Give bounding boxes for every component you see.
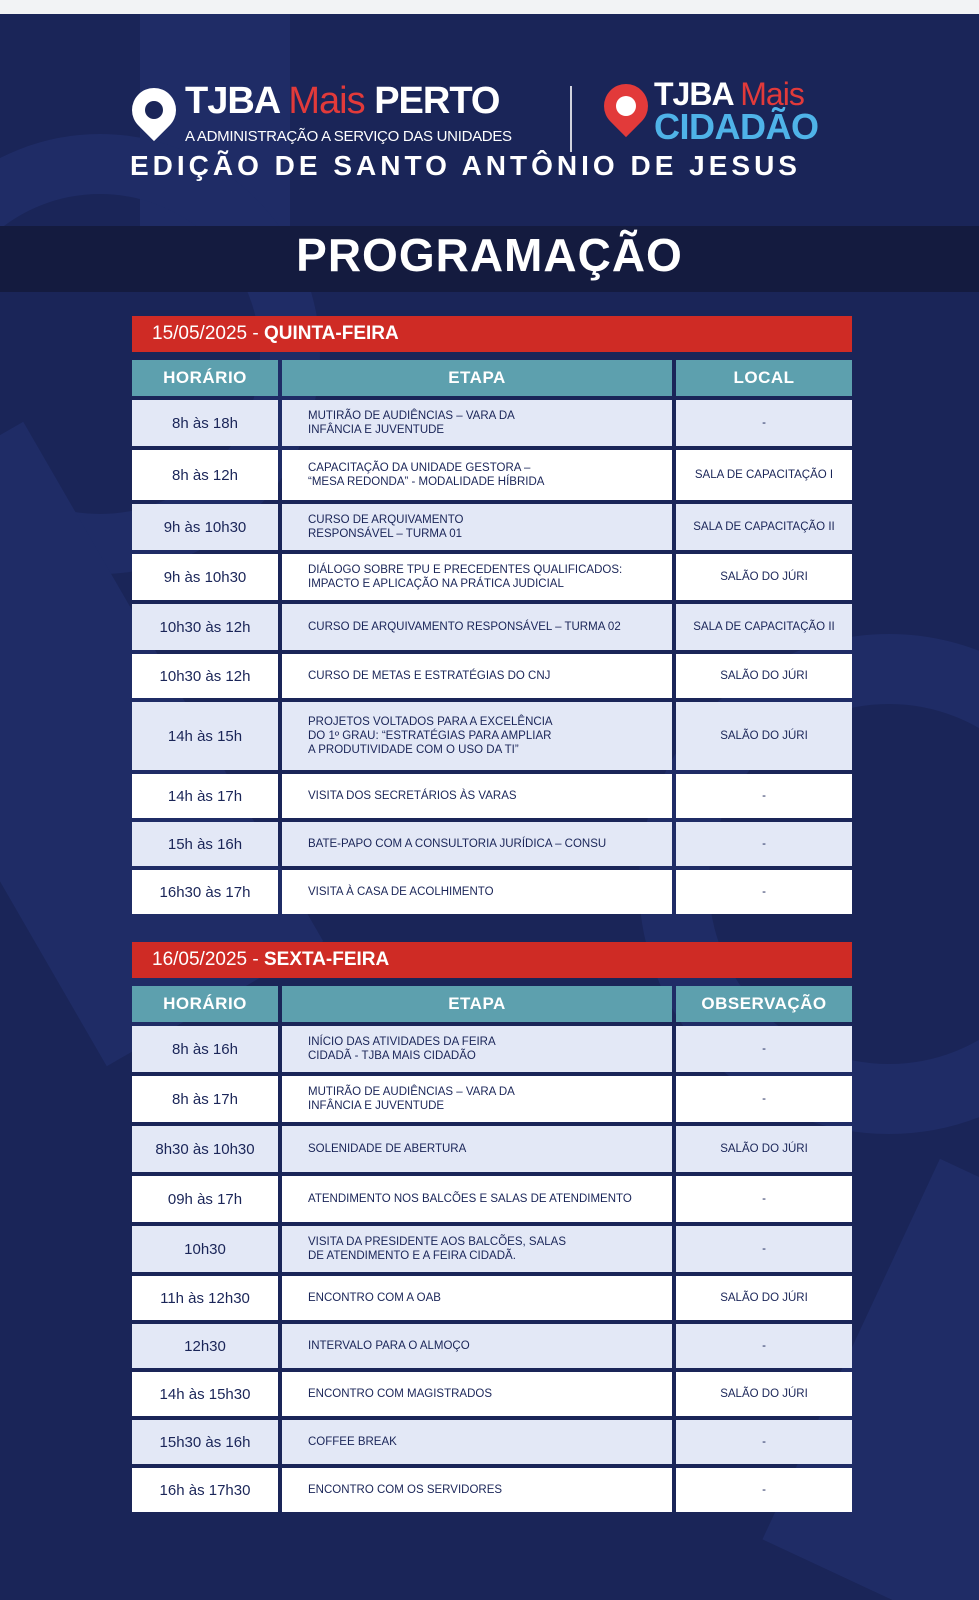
local-cell: -	[676, 1226, 852, 1272]
day2-section	[132, 942, 852, 1512]
etapa-text: VISITA DA PRESIDENTE AOS BALCÕES, SALAS DE ATENDIMENTO E A FEIRA CIDADÃ.	[308, 1236, 566, 1262]
etapa-cell	[282, 1420, 672, 1464]
etapa-cell	[282, 1176, 672, 1222]
etapa-cell	[282, 654, 672, 698]
column-header-etapa: ETAPA	[282, 986, 672, 1022]
etapa-cell	[282, 1026, 672, 1072]
day2-separator: -	[247, 949, 264, 970]
local-cell: -	[676, 1026, 852, 1072]
etapa-cell	[282, 400, 672, 446]
time-cell: 8h às 16h	[132, 1026, 278, 1072]
edition-title: EDIÇÃO DE SANTO ANTÔNIO DE JESUS	[130, 150, 801, 181]
brand2-mais: Mais	[740, 76, 804, 112]
etapa-text: INTERVALO PARA O ALMOÇO	[308, 1340, 470, 1352]
etapa-cell	[282, 870, 672, 914]
day2-table	[132, 986, 852, 1512]
etapa-text: SOLENIDADE DE ABERTURA	[308, 1143, 467, 1155]
local-cell: -	[676, 1076, 852, 1122]
etapa-cell	[282, 1324, 672, 1368]
time-cell: 8h às 17h	[132, 1076, 278, 1122]
etapa-text: CURSO DE ARQUIVAMENTO RESPONSÁVEL – TURMA 02	[308, 621, 621, 633]
etapa-cell	[282, 702, 672, 770]
local-cell: SALA DE CAPACITAÇÃO II	[676, 604, 852, 650]
day1-separator: -	[247, 323, 264, 344]
logo-divider	[570, 86, 572, 152]
time-cell: 09h às 17h	[132, 1176, 278, 1222]
time-cell: 14h às 15h	[132, 702, 278, 770]
top-status-strip	[0, 0, 979, 14]
column-header-horario: HORÁRIO	[132, 986, 278, 1022]
local-cell: -	[676, 822, 852, 866]
time-cell: 9h às 10h30	[132, 554, 278, 600]
local-cell: SALÃO DO JÚRI	[676, 702, 852, 770]
time-cell: 8h30 às 10h30	[132, 1126, 278, 1172]
etapa-cell	[282, 1468, 672, 1512]
time-cell: 16h30 às 17h	[132, 870, 278, 914]
time-cell: 14h às 17h	[132, 774, 278, 818]
local-cell: SALA DE CAPACITAÇÃO II	[676, 504, 852, 550]
local-cell: -	[676, 1176, 852, 1222]
local-cell: SALÃO DO JÚRI	[676, 1126, 852, 1172]
etapa-text: ATENDIMENTO NOS BALCÕES E SALAS DE ATENDIMENTO	[308, 1193, 632, 1205]
etapa-text: ENCONTRO COM MAGISTRADOS	[308, 1388, 493, 1400]
time-cell: 8h às 18h	[132, 400, 278, 446]
brand1-mais: Mais	[288, 80, 365, 122]
local-cell: -	[676, 400, 852, 446]
day2-header	[132, 942, 852, 978]
location-pin-icon	[123, 79, 185, 141]
etapa-text: ENCONTRO COM A OAB	[308, 1292, 441, 1304]
etapa-text: COFFEE BREAK	[308, 1436, 397, 1448]
local-cell: -	[676, 1324, 852, 1368]
time-cell: 15h30 às 16h	[132, 1420, 278, 1464]
etapa-cell	[282, 1226, 672, 1272]
local-cell: -	[676, 1468, 852, 1512]
time-cell: 10h30 às 12h	[132, 654, 278, 698]
etapa-text: CURSO DE ARQUIVAMENTO RESPONSÁVEL – TURMA 01	[308, 514, 464, 540]
local-cell: -	[676, 870, 852, 914]
etapa-cell	[282, 822, 672, 866]
etapa-text: PROJETOS VOLTADOS PARA A EXCELÊNCIA DO 1º GRAU: “ESTRATÉGIAS PARA AMPLIAR A PRODUTIVIDADE COM O USO DA TI”	[308, 716, 553, 756]
etapa-text: INÍCIO DAS ATIVIDADES DA FEIRA CIDADÃ - TJBA MAIS CIDADÃO	[308, 1036, 496, 1062]
etapa-cell	[282, 1126, 672, 1172]
time-cell: 16h às 17h30	[132, 1468, 278, 1512]
etapa-text: VISITA À CASA DE ACOLHIMENTO	[308, 886, 494, 898]
etapa-text: DIÁLOGO SOBRE TPU E PRECEDENTES QUALIFICADOS: IMPACTO E APLICAÇÃO NA PRÁTICA JUDICIAL	[308, 564, 623, 590]
etapa-cell	[282, 504, 672, 550]
brand2-rest: CIDADÃO	[654, 106, 819, 147]
etapa-cell	[282, 1076, 672, 1122]
day2-weekday: SEXTA-FEIRA	[263, 949, 390, 970]
day1-header	[132, 316, 852, 352]
column-header-horario: HORÁRIO	[132, 360, 278, 396]
local-cell: SALA DE CAPACITAÇÃO I	[676, 450, 852, 500]
tjba-mais-perto-logo	[185, 80, 499, 123]
etapa-text: MUTIRÃO DE AUDIÊNCIAS – VARA DA INFÂNCIA E JUVENTUDE	[308, 1086, 515, 1112]
etapa-cell	[282, 450, 672, 500]
page-title: PROGRAMAÇÃO	[296, 229, 683, 281]
column-header-observacao: OBSERVAÇÃO	[676, 986, 852, 1022]
day1-date: 15/05/2025	[152, 323, 248, 344]
brand2-name: TJBA	[654, 76, 733, 112]
etapa-text: MUTIRÃO DE AUDIÊNCIAS – VARA DA INFÂNCIA E JUVENTUDE	[308, 410, 515, 436]
local-cell: SALÃO DO JÚRI	[676, 1372, 852, 1416]
day1-weekday: QUINTA-FEIRA	[263, 323, 399, 344]
etapa-cell	[282, 774, 672, 818]
etapa-cell	[282, 554, 672, 600]
day1-section	[132, 316, 852, 914]
column-header-etapa: ETAPA	[282, 360, 672, 396]
etapa-text: CAPACITAÇÃO DA UNIDADE GESTORA – “MESA REDONDA” - MODALIDADE HÍBRIDA	[308, 462, 545, 488]
etapa-cell	[282, 1276, 672, 1320]
time-cell: 11h às 12h30	[132, 1276, 278, 1320]
time-cell: 12h30	[132, 1324, 278, 1368]
brand1-rest: PERTO	[374, 80, 500, 122]
local-cell: SALÃO DO JÚRI	[676, 554, 852, 600]
day2-date: 16/05/2025	[152, 949, 248, 970]
time-cell: 8h às 12h	[132, 450, 278, 500]
time-cell: 14h às 15h30	[132, 1372, 278, 1416]
brand1-name: TJBA	[185, 80, 279, 122]
time-cell: 15h às 16h	[132, 822, 278, 866]
program-poster	[0, 14, 979, 1600]
day1-table	[132, 360, 852, 914]
column-header-local: LOCAL	[676, 360, 852, 396]
local-cell: -	[676, 774, 852, 818]
citizen-pin-icon	[595, 75, 657, 137]
etapa-text: BATE-PAPO COM A CONSULTORIA JURÍDICA – CONSU	[308, 838, 607, 850]
local-cell: -	[676, 1420, 852, 1464]
etapa-text: VISITA DOS SECRETÁRIOS ÀS VARAS	[308, 790, 517, 802]
etapa-cell	[282, 604, 672, 650]
etapa-text: CURSO DE METAS E ESTRATÉGIAS DO CNJ	[308, 670, 551, 682]
etapa-cell	[282, 1372, 672, 1416]
etapa-text: ENCONTRO COM OS SERVIDORES	[308, 1484, 503, 1496]
time-cell: 10h30 às 12h	[132, 604, 278, 650]
time-cell: 10h30	[132, 1226, 278, 1272]
brand1-subtitle: A ADMINISTRAÇÃO A SERVIÇO DAS UNIDADES	[185, 128, 512, 145]
local-cell: SALÃO DO JÚRI	[676, 1276, 852, 1320]
time-cell: 9h às 10h30	[132, 504, 278, 550]
local-cell: SALÃO DO JÚRI	[676, 654, 852, 698]
